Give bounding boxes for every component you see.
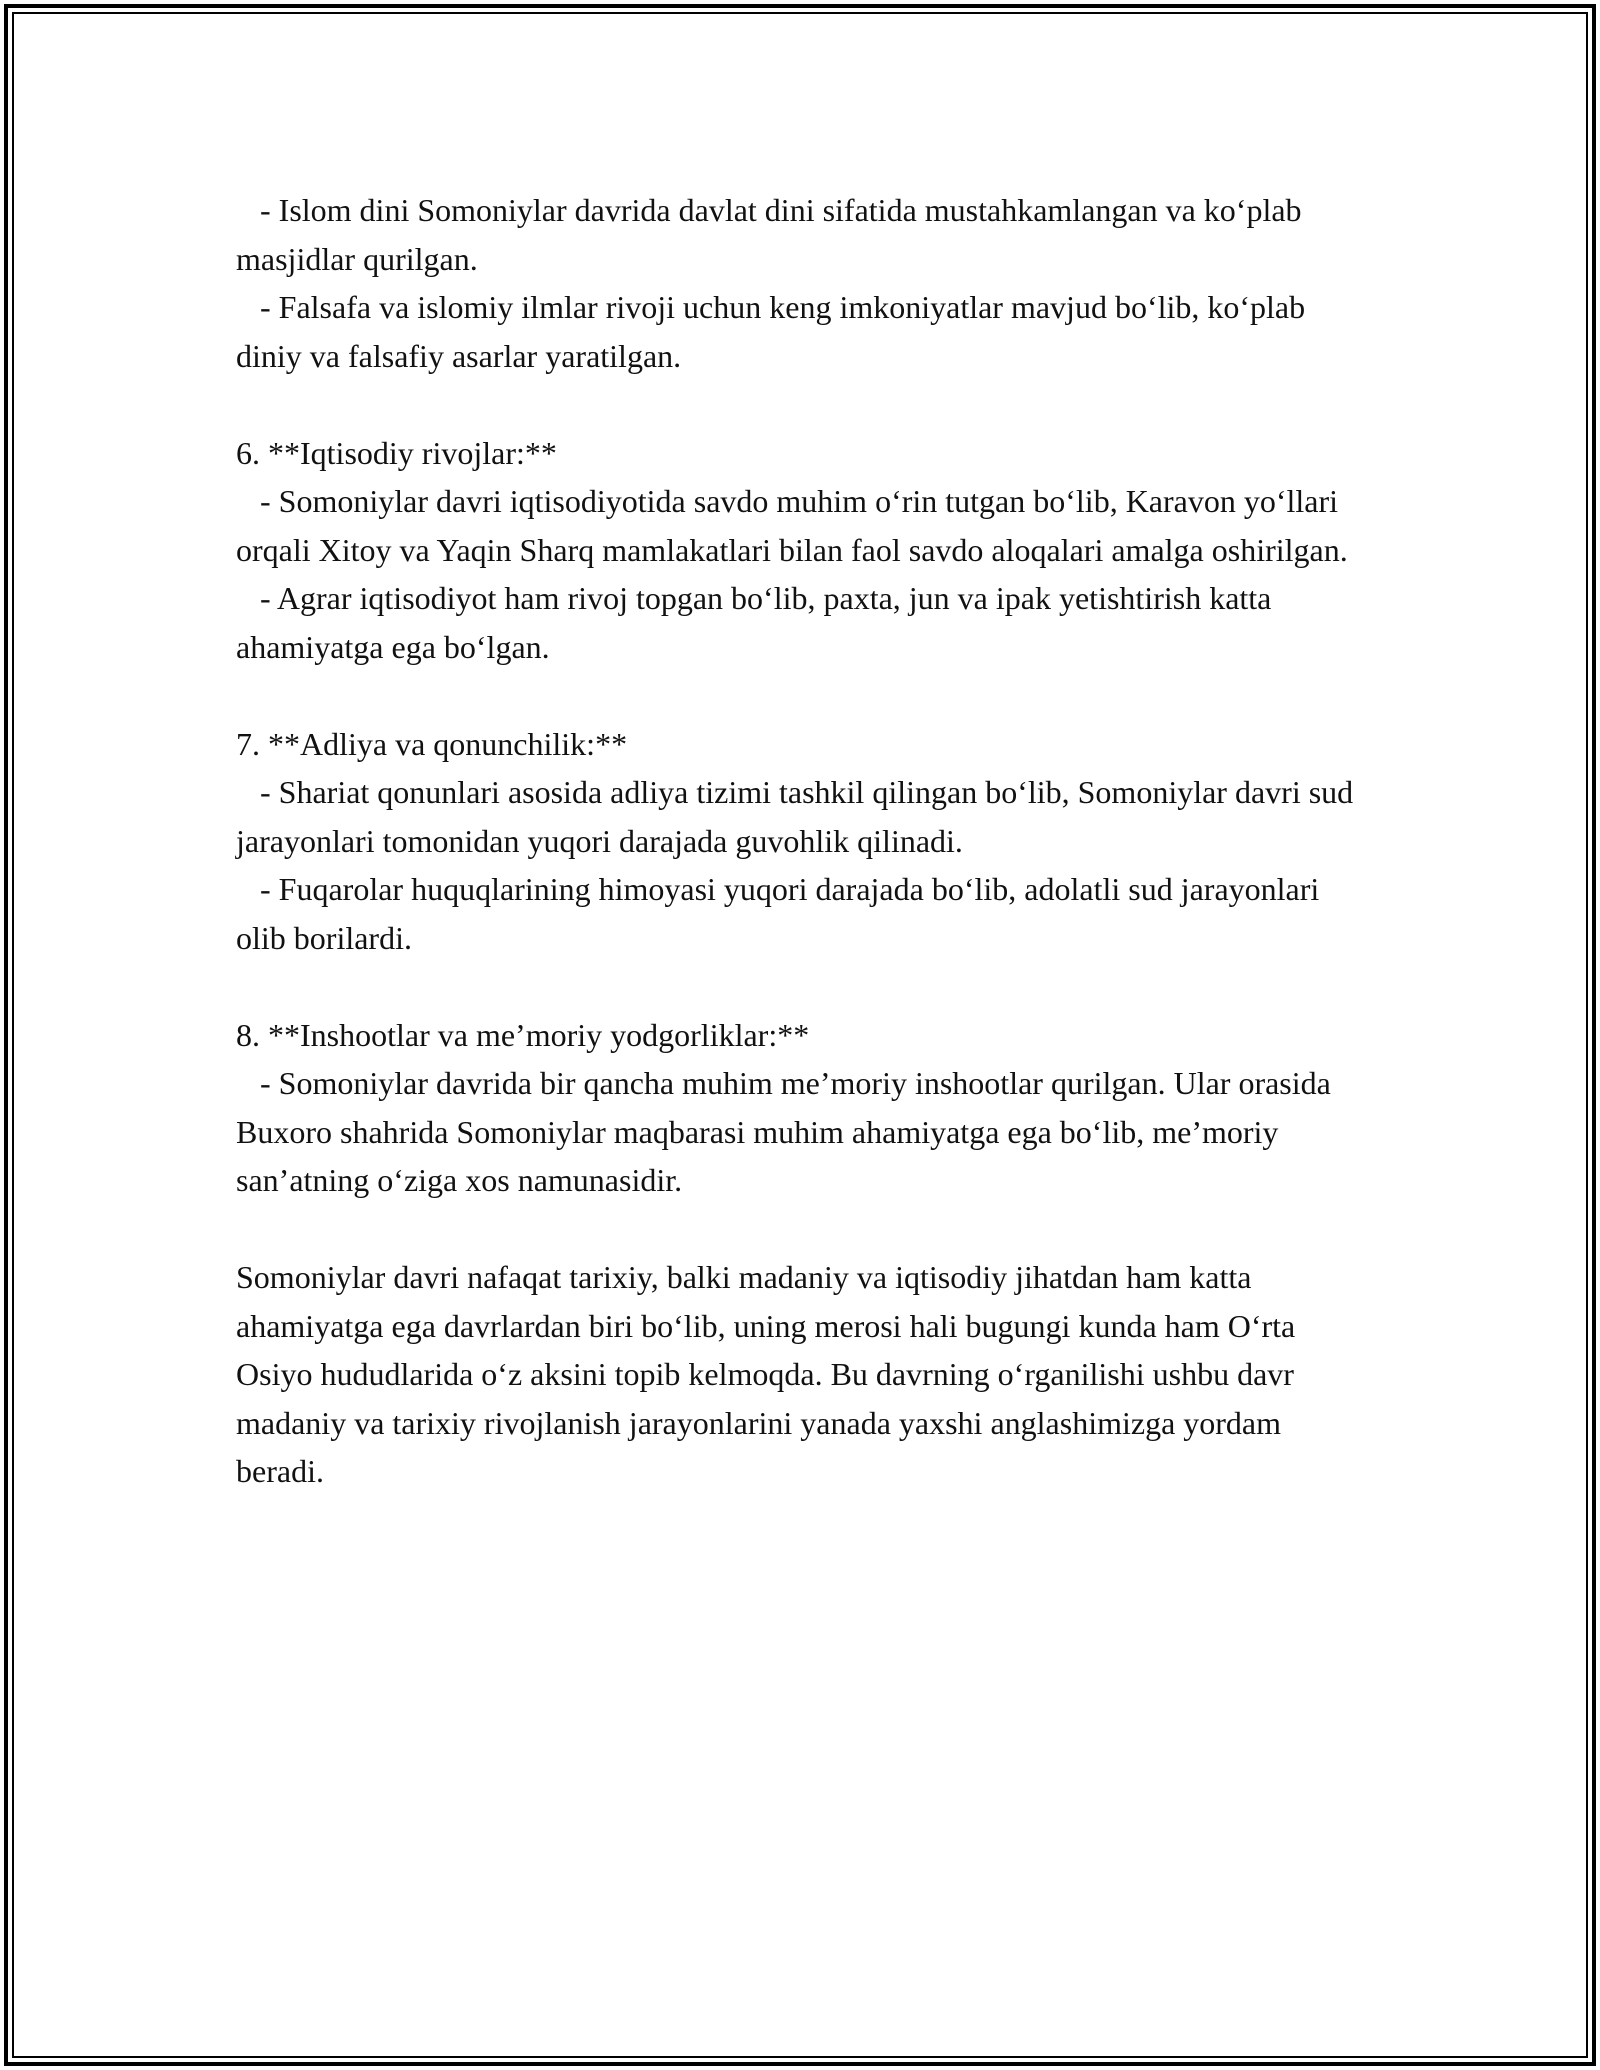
spacer (236, 380, 1376, 429)
spacer (236, 962, 1376, 1011)
paragraph-agrarian-economy: - Agrar iqtisodiyot ham rivoj topgan bo‘lib, paxta, jun va ipak yetishtirish katta ahamiyatga ega bo‘lgan. (236, 580, 1280, 665)
spacer (236, 1205, 1376, 1254)
paragraph-monuments: - Somoniylar davrida bir qancha muhim me’moriy inshootlar qurilgan. Ular orasida Buxoro shahrida Somoniylar maqbarasi muhim ahamiyatga ega bo‘lib, me’moriy san’atning o‘ziga xos namunasidir. (236, 1065, 1339, 1198)
section-heading-economy: 6. **Iqtisodiy rivojlar:** (236, 434, 557, 471)
section-heading-justice: 7. **Adliya va qonunchilik:** (236, 725, 628, 762)
paragraph-philosophy-sciences: - Falsafa va islomiy ilmlar rivoji uchun keng imkoniyatlar mavjud bo‘lib, ko‘plab diniy va falsafiy asarlar yaratilgan. (236, 289, 1314, 374)
paragraph-islam-state-religion: - Islom dini Somoniylar davrida davlat dini sifatida mustahkamlangan va ko‘plab masjidlar qurilgan. (236, 192, 1310, 277)
paragraph-conclusion: Somoniylar davri nafaqat tarixiy, balki madaniy va iqtisodiy jihatdan ham katta ahamiyatga ega davrlardan biri bo‘lib, uning merosi hali bugungi kunda ham O‘rta Osiyo hududlarida o‘z aksini topib kelmoqda. Bu davrning o‘rganilishi ushbu davr madaniy va tarixiy rivojlanish jarayonlarini yanada yaxshi anglashimizga yordam beradi. (236, 1259, 1304, 1489)
section-heading-architecture: 8. **Inshootlar va me’moriy yodgorliklar:** (236, 1016, 810, 1053)
paragraph-citizen-rights: - Fuqarolar huquqlarining himoyasi yuqori darajada bo‘lib, adolatli sud jarayonlari olib borilardi. (236, 871, 1328, 956)
paragraph-sharia-justice: - Shariat qonunlari asosida adliya tizimi tashkil qilingan bo‘lib, Somoniylar davri sud jarayonlari tomonidan yuqori darajada guvohlik qilinadi. (236, 774, 1362, 859)
document-body (236, 186, 1376, 1496)
paragraph-trade: - Somoniylar davri iqtisodiyotida savdo muhim o‘rin tutgan bo‘lib, Karavon yo‘llari orqali Xitoy va Yaqin Sharq mamlakatlari bilan faol savdo aloqalari amalga oshirilgan. (236, 483, 1348, 568)
spacer (236, 671, 1376, 720)
